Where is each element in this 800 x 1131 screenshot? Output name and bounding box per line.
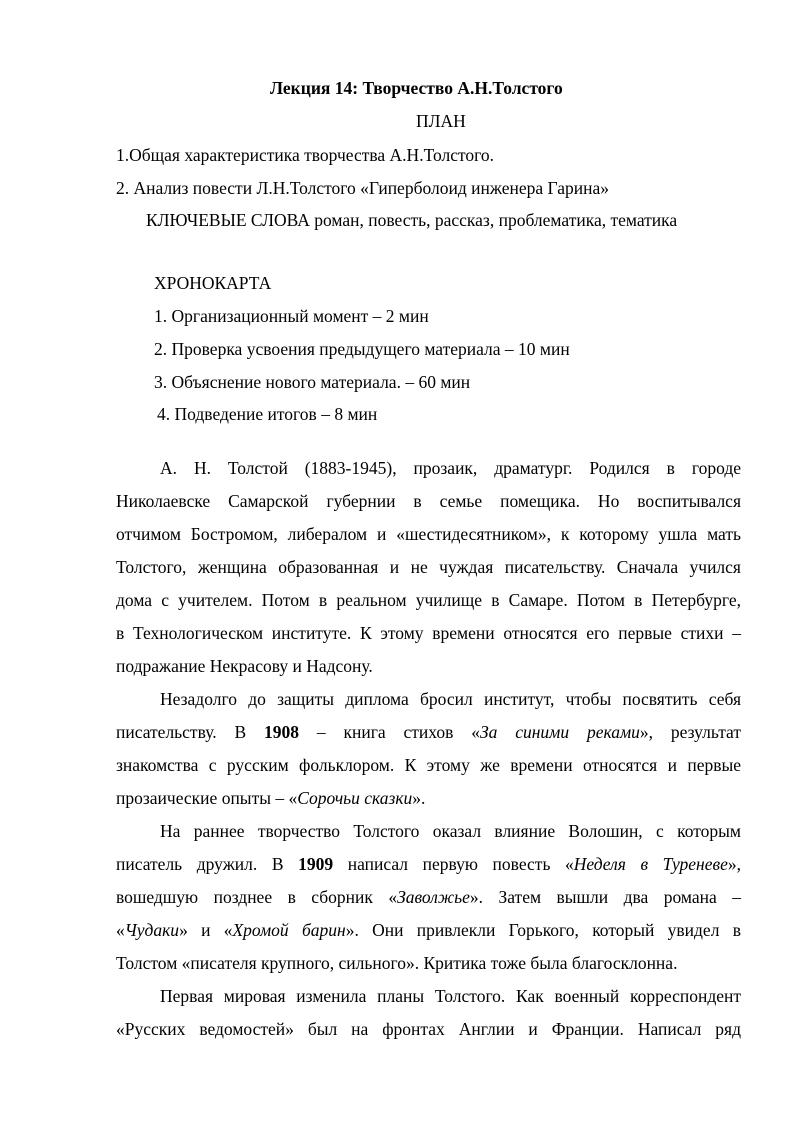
text-run: ». Затем вышли два романа –	[469, 887, 741, 907]
text-run: ». Они привлекли Горького, который увидел в	[345, 920, 741, 940]
plan-item: 1.Общая характеристика творчества А.Н.Толстого.	[116, 145, 495, 165]
year: 1909	[298, 854, 334, 874]
paragraph-3	[116, 815, 741, 980]
chronocard-item: 3. Объяснение нового материала. – 60 мин	[154, 372, 471, 392]
text-run: »,	[727, 854, 741, 874]
text-run: написал первую повесть «	[333, 854, 574, 874]
book-title: Чудаки	[124, 920, 180, 940]
paragraph-line: в Технологическом институте. К этому времени относятся его первые стихи –	[116, 623, 741, 643]
paragraph-line: Николаевске Самарской губернии в семье помещика. Но воспитывался	[116, 491, 741, 511]
paragraph-line: На раннее творчество Толстого оказал влияние Волошин, с которым	[160, 821, 741, 841]
text-run: писательству. В	[116, 722, 264, 742]
book-title: Хромой барин	[232, 920, 346, 940]
paragraph-line: Толстого, женщина образованная и не чуждая писательству. Сначала учился	[116, 557, 741, 577]
text-run: » и «	[179, 920, 233, 940]
paragraph-line	[116, 716, 741, 749]
chronocard-item: 1. Организационный момент – 2 мин	[154, 306, 429, 326]
book-title: За синими реками	[479, 722, 640, 742]
paragraph-2	[116, 683, 741, 815]
paragraph-line: Первая мировая изменила планы Толстого. Как военный корреспондент	[160, 986, 741, 1006]
lecture-title: Лекция 14: Творчество А.Н.Толстого	[270, 78, 563, 98]
paragraph-line: А. Н. Толстой (1883-1945), прозаик, драматург. Родился в городе	[160, 458, 741, 478]
book-title: Заволжье	[397, 887, 470, 907]
plan-item: 2. Анализ повести Л.Н.Толстого «Гиперболоид инженера Гарина»	[116, 178, 609, 198]
text-run: вошедшую позднее в сборник «	[116, 887, 398, 907]
plan-heading: ПЛАН	[416, 111, 466, 131]
book-title: Сорочьи сказки	[297, 788, 413, 808]
paragraph-line: «Русских ведомостей» был на фронтах Англии и Франции. Написал ряд	[116, 1019, 741, 1039]
text-run: ».	[412, 788, 426, 808]
text-run: – книга стихов «	[299, 722, 480, 742]
paragraph-line: подражание Некрасову и Надсону.	[116, 656, 373, 676]
text-run: «	[116, 920, 125, 940]
year: 1908	[264, 722, 299, 742]
paragraph-line: Незадолго до защиты диплома бросил институт, чтобы посвятить себя	[160, 689, 741, 709]
chronocard-heading: ХРОНОКАРТА	[154, 273, 272, 293]
paragraph-line: отчимом Бостромом, либералом и «шестидесятником», к которому ушла мать	[116, 524, 741, 544]
paragraph-1	[116, 452, 741, 683]
paragraph-line	[116, 881, 741, 914]
paragraph-line: знакомства с русским фольклором. К этому же времени относятся и первые	[116, 755, 741, 775]
paragraph-line: дома с учителем. Потом в реальном училище в Самаре. Потом в Петербурге,	[116, 590, 741, 610]
text-run: прозаические опыты – «	[116, 788, 298, 808]
paragraph-line: Толстом «писателя крупного, сильного». Критика тоже была благосклонна.	[116, 953, 678, 973]
text-run: », результат	[639, 722, 742, 742]
book-title: Неделя в Туреневе	[573, 854, 728, 874]
paragraph-line	[116, 782, 741, 815]
paragraph-4	[116, 980, 741, 1046]
text-run: писатель дружил. В	[116, 854, 299, 874]
chronocard-item: 2. Проверка усвоения предыдущего материала – 10 мин	[154, 339, 570, 359]
keywords-line: КЛЮЧЕВЫЕ СЛОВА роман, повесть, рассказ, проблематика, тематика	[146, 210, 678, 230]
chronocard-item: 4. Подведение итогов – 8 мин	[157, 404, 378, 424]
paragraph-line	[116, 848, 741, 881]
paragraph-line	[116, 914, 741, 947]
